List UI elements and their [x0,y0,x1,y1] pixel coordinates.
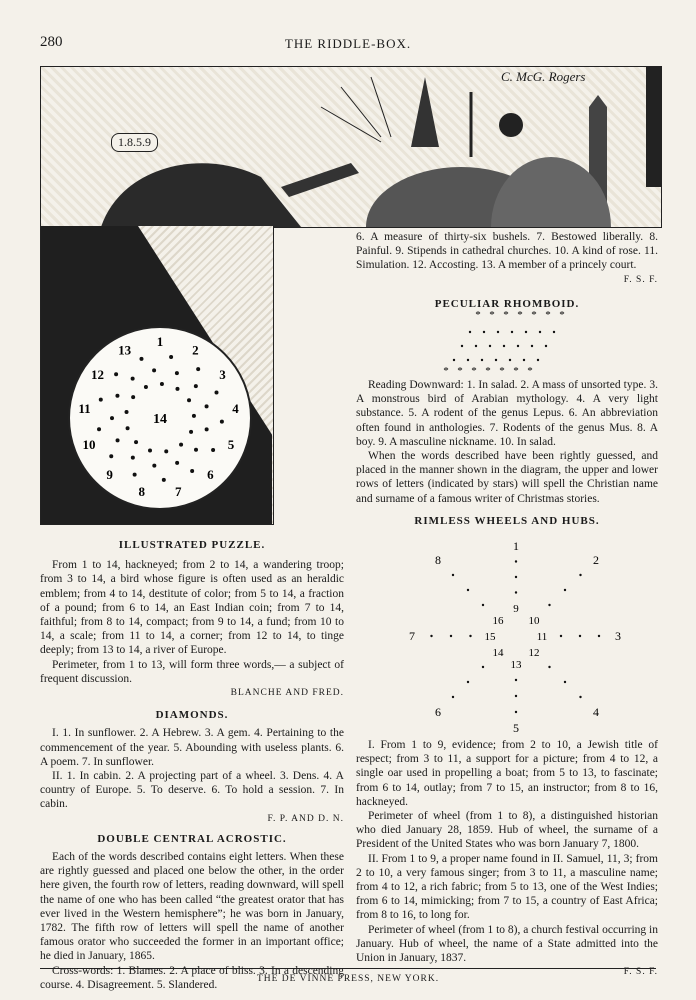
wheel-spoke-dot [515,576,517,578]
wheel-spoke-dot [452,574,454,576]
rhomboid-dot [509,359,511,361]
rhomboid-star: * [527,365,533,377]
wheel-spoke-dot [515,695,517,697]
rhomboid-dot [545,345,547,347]
clock-dot [194,448,198,452]
clock-number: 12 [90,366,104,382]
rhomboid-dot [539,331,541,333]
rhomboid-dot [525,331,527,333]
wheels-section [356,738,658,979]
wheel-hub-label: 14 [492,647,504,659]
rhomboid-star: * [471,365,477,377]
clock-number: 8 [138,483,146,499]
clock-dot [99,398,103,402]
rhomboid-star: * [485,365,491,377]
acrostic-cross-words: Cross-words: 1. Blames. 2. A place of bliss. 3. In a descending course. 4. Disagreement. 5. Slandered. [40,964,344,991]
rhomboid-dot [517,345,519,347]
wheel-outer-label: 2 [593,553,599,567]
clock-dot [131,395,135,399]
illustrated-puzzle-perimeter: Perimeter, from 1 to 13, will form three words,— a subject of frequent discussion. [40,658,344,685]
wheel-spoke-dot [515,591,517,593]
rhomboid-dot [523,359,525,361]
illustrated-puzzle-signature: BLANCHE AND FRED. [230,688,344,699]
rhomboid-dot [481,359,483,361]
wheel-hub-label: 10 [528,615,540,627]
wheel-spoke-dot [579,635,581,637]
wheel-hub-label: 12 [528,647,540,659]
wheel-two-perimeter: Perimeter of wheel (from 1 to 8), a church festival occurring in January. Hub of wheel, the name of a State admitted into the Union in January, 1837. [356,923,658,965]
wheel-two-clues: II. From 1 to 9, a proper name found in II. Samuel, 11, 3; from 2 to 10, a very famous singer; from 3 to 11, a masculine name; from 4 to 12, a rich fabric; from 5 to 13, one of the West Indies; from 6 to 14, mimicking; from 7 to 15, a country of East Africa; from 8 to 16, to long for. [356,852,658,922]
clock-center-number: 14 [153,412,167,427]
rhomboid-dot [553,331,555,333]
rhomboid-star: * [489,309,495,321]
rhomboid-dot [489,345,491,347]
clock-dot [131,377,135,381]
clock-dot [110,416,114,420]
clock-dot [115,394,119,398]
clock-dot [139,357,143,361]
rhomboid-dot [483,331,485,333]
wheel-hub-label: 11 [536,631,548,643]
wheel-spoke-dot [452,696,454,698]
wheel-spoke-dot [467,589,469,591]
clock-number: 2 [192,342,199,358]
wheel-spoke-dot [579,574,581,576]
clock-dot [126,426,130,430]
right-column-top [356,230,658,311]
wheel-hub-label: 15 [484,631,496,643]
clock-number: 11 [78,400,91,416]
clock-face-puzzle [68,326,252,510]
continued-puzzle-text: 6. A measure of thirty-six bushels. 7. Bestowed liberally. 8. Painful. 9. Stipends in cathedral churches. 10. A kind of rose. 11. Simulation. 12. Accosting. 13. A member of a princely court. [356,231,658,272]
rhomboid-dot [537,359,539,361]
clock-dot [175,461,179,465]
rhomboid-dot [453,359,455,361]
clock-number: 7 [174,483,182,499]
clock-dot [109,454,113,458]
rhomboid-dot [497,331,499,333]
clock-dot [133,473,137,477]
clock-dot [164,449,168,453]
clock-dot [187,398,191,402]
clock-dot [194,384,198,388]
clock-dot [179,443,183,447]
wheel-spoke-dot [515,711,517,713]
rhomboid-dot [495,359,497,361]
wheel-spoke-dot [564,681,566,683]
wheel-spoke-dot [469,635,471,637]
wheel-spoke-dot [450,635,452,637]
clock-number: 1 [156,334,164,349]
clock-dot [162,478,166,482]
rhomboid-star: * [559,309,565,321]
wheel-spoke-dot [548,604,550,606]
illustrated-puzzle-title: ILLUSTRATED PUZZLE. [118,539,266,551]
wheel-outer-label: 6 [435,705,441,719]
clock-dot [175,387,179,391]
clock-dot [144,385,148,389]
wheel-spoke-dot [598,635,600,637]
wheel-one-clues: I. From 1 to 9, evidence; from 2 to 10, a Jewish title of respect; from 3 to 11, a support for a picture; from 4 to 12, a single oar used in propelling a boat; from 5 to 13, to fascinate; from 6 to 14, outlay; from 7 to 15, an instructor; from 8 to 16, hackneyed. [356,739,658,808]
clock-dot [205,427,209,431]
rhomboid-title: PECULIAR RHOMBOID. [434,297,580,310]
clock-diagram [70,328,250,508]
artist-signature: C. McG. Rogers [501,69,586,84]
rhomboid-grid [356,306,658,378]
wheel-one-perimeter: Perimeter of wheel (from 1 to 8), a distinguished historian who died January 28, 1859. Hub of wheel, the surname of a President of the United States who was born January 7, 1800. [356,810,658,851]
clock-number: 6 [207,466,214,482]
wheel-hub-label: 16 [492,615,504,627]
acrostic-text: Each of the words described contains eight letters. When these are rightly guessed and placed one below the other, in the order here given, the fourth row of letters, reading downward, will spell the name of one who has been called “the greatest orator that has ever lived in the Western hemisphere”; he was born in January, 1782. The fifth row of letters will spell the name of another famous orator who succeeded the former in an important office; he died in January, 1865. [40,851,344,963]
clock-dot [192,414,196,418]
left-column [40,538,344,992]
clock-dot [116,438,120,442]
wheel-outer-label: 8 [435,553,441,567]
wheel-spoke-dot [560,635,562,637]
clock-dot [215,390,219,394]
diamond-one: I. 1. In sunflower. 2. A Hebrew. 3. A gem. 4. Pertaining to the commencement of the year. 5. Abounding with useless plants. 6. A poem. 7. In sunflower. [40,727,344,768]
diamonds-title: DIAMONDS. [155,709,229,722]
rhomboid-dot [531,345,533,347]
header-illustration [40,66,662,228]
wheel-hub-label: 9 [513,603,519,615]
clock-dot [196,367,200,371]
wheel-outer-label: 7 [409,629,415,643]
clock-dot [211,448,215,452]
clock-dot [220,420,224,424]
clock-number: 9 [106,466,113,482]
rhomboid-star: * [531,309,537,321]
date-banner: 1.8.5.9 [111,133,158,152]
rhomboid-dot [461,345,463,347]
clock-dot [189,430,193,434]
wheel-spoke-dot [430,635,432,637]
wheel-outer-label: 4 [593,705,599,719]
clock-dot [205,404,209,408]
rhomboid-star: * [517,309,523,321]
rhomboid-diagram [356,306,658,378]
page-number: 280 [40,34,63,50]
rhomboid-star: * [475,309,481,321]
wheel-outer-label: 1 [513,539,519,553]
clock-dot [114,372,118,376]
rhomboid-section [356,378,658,528]
clock-number: 5 [227,436,235,452]
wheel-spoke-dot [564,589,566,591]
rhomboid-star: * [503,309,509,321]
wheels-signature: F. S. F. [623,967,658,978]
rhomboid-dot [511,331,513,333]
clock-number: 10 [82,436,96,452]
wheels-diagram [356,536,658,736]
rhomboid-dot [469,331,471,333]
clock-dot [169,355,173,359]
clock-number: 3 [219,366,226,382]
continued-puzzle-signature: F. S. F. [623,274,658,285]
diamonds-signature: F. P. AND D. N. [267,813,344,824]
wheel-outer-label: 5 [513,721,519,735]
clock-dot [134,440,138,444]
rhomboid-instructions: When the words described have been rightly guessed, and placed in the manner shown in the diagram, the upper and lower rows of letters (indicated by stars) will spell the Christian name and surname of a famous writer of Christmas stories. [356,450,658,505]
rhomboid-dot [503,345,505,347]
clock-dot [190,469,194,473]
press-footer: THE DE VINNE PRESS, NEW YORK. [40,968,656,984]
clock-number: 4 [232,400,239,416]
rhomboid-dot [467,359,469,361]
wheel-spoke-dot [515,560,517,562]
clock-dot [148,448,152,452]
rhomboid-clues: Reading Downward: 1. In salad. 2. A mass of unsorted type. 3. A monstrous bird of Arabian mythology. 4. A very light substance. 5. A rodent of the genus Lepus. 6. An abbreviation often found in anthologies. 7. Rodents of the genus Mus. 8. A boy. 9. A masculine nickname. 10. In salad. [356,379,658,448]
wheel-outer-label: 3 [615,629,621,643]
rhomboid-star: * [457,365,463,377]
page-header [40,34,656,54]
rhomboid-star: * [545,309,551,321]
wheel-spoke-dot [548,666,550,668]
clock-dot [125,410,129,414]
clock-dot [175,371,179,375]
wheel-spoke-dot [482,604,484,606]
acrostic-title: DOUBLE CENTRAL ACROSTIC. [97,832,287,845]
clock-dot [152,464,156,468]
rhomboid-star: * [513,365,519,377]
wheel-hub-label: 13 [510,659,522,671]
clock-dot [97,427,101,431]
wheel-figure [356,536,658,736]
rhomboid-star: * [499,365,505,377]
wheel-spoke-dot [467,681,469,683]
diamond-two: II. 1. In cabin. 2. A projecting part of a wheel. 3. Dens. 4. A country of Europe. 5. To deserve. 6. To hold a session. 7. In cabin. [40,770,344,811]
running-title: THE RIDDLE-BOX. [284,36,412,51]
clock-dot [152,368,156,372]
clock-dot [160,382,164,386]
illustrated-puzzle-clues: From 1 to 14, hackneyed; from 2 to 14, a wandering troop; from 3 to 14, a bird whose figure is often used as an heraldic emblem; from 4 to 14, destitute of color; from 5 to 14, a fraction of a pound; from 6 to 14, an East Indian coin; from 7 to 14, faithful; from 8 to 14, compact; from 9 to 14, a fund; from 10 to 14, a scale; from 11 to 14, a corner; from 12 to 14, to tinge deeply; from 13 to 14, a river of Europe. [40,559,344,657]
rhomboid-dot [475,345,477,347]
wheel-spoke-dot [515,679,517,681]
wheels-title: RIMLESS WHEELS AND HUBS. [414,514,600,527]
wheel-spoke-dot [579,696,581,698]
wheel-spoke-dot [482,666,484,668]
rhomboid-star: * [443,365,449,377]
clock-number: 13 [118,342,132,358]
clock-dot [131,456,135,460]
